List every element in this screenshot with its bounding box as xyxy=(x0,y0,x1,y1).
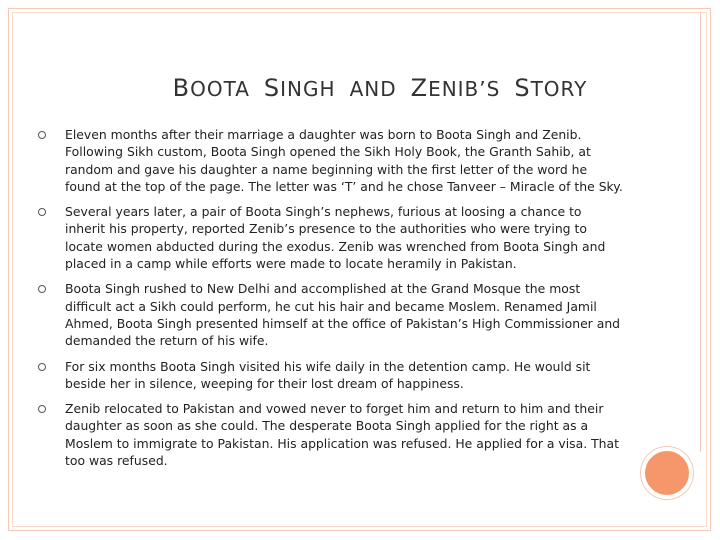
bullet-text: Several years later, a pair of Boota Singh’s nephews, furious at loosing a chance to inherit his property, reported Zenib’s presence to the authorities who were trying to locate women abducted during the exodus. Zenib was wrenched from Boota Singh and placed in a camp while efforts were made to locate heramily in Pakistan. xyxy=(65,204,606,272)
accent-circle-decoration xyxy=(641,447,693,499)
title-word-5: STORY xyxy=(514,74,588,102)
bullet-item xyxy=(38,358,623,393)
bullet-circle-icon xyxy=(38,208,46,216)
bullet-text: Zenib relocated to Pakistan and vowed never to forget him and return to him and their daughter as soon as she could. The desperate Boota Singh applied for the right as a Moslem to immigrate to Pakistan. His application was refused. He applied for a visa. That too was refused. xyxy=(65,401,619,469)
bullet-circle-icon xyxy=(38,131,46,139)
bullet-circle-icon xyxy=(38,405,46,413)
bullet-text: Boota Singh rushed to New Delhi and accomplished at the Grand Mosque the most difficult act a Sikh could perform, he cut his hair and became Moslem. Renamed Jamil Ahmed, Boota Singh presented himself at the office of Pakistan’s High Commissioner and demanded the return of his wife. xyxy=(65,281,621,349)
bullet-text: For six months Boota Singh visited his wife daily in the detention camp. He would sit beside her in silence, weeping for their lost dream of happiness. xyxy=(65,358,591,391)
title-word-4: ZENIB’S xyxy=(410,74,501,102)
title-word-1: BOOTA xyxy=(172,74,250,102)
bullet-item xyxy=(38,203,623,272)
bullet-item xyxy=(38,280,623,349)
slide-title xyxy=(0,74,720,102)
title-word-2: SINGH xyxy=(263,74,336,102)
bullet-item xyxy=(38,400,623,469)
bullet-text: Eleven months after their marriage a daughter was born to Boota Singh and Zenib. Following Sikh custom, Boota Singh opened the Sikh Holy Book, the Granth Sahib, at random and gave his daughter a name beginning with the first letter of the word he found at the top of the page. The letter was ‘T’ and he chose Tanveer – Miracle of the Sky. xyxy=(65,127,623,194)
bullet-list xyxy=(38,126,623,477)
bullet-item xyxy=(38,126,623,195)
bullet-circle-icon xyxy=(38,285,46,293)
title-word-3: AND xyxy=(349,77,397,101)
bullet-circle-icon xyxy=(38,363,46,371)
